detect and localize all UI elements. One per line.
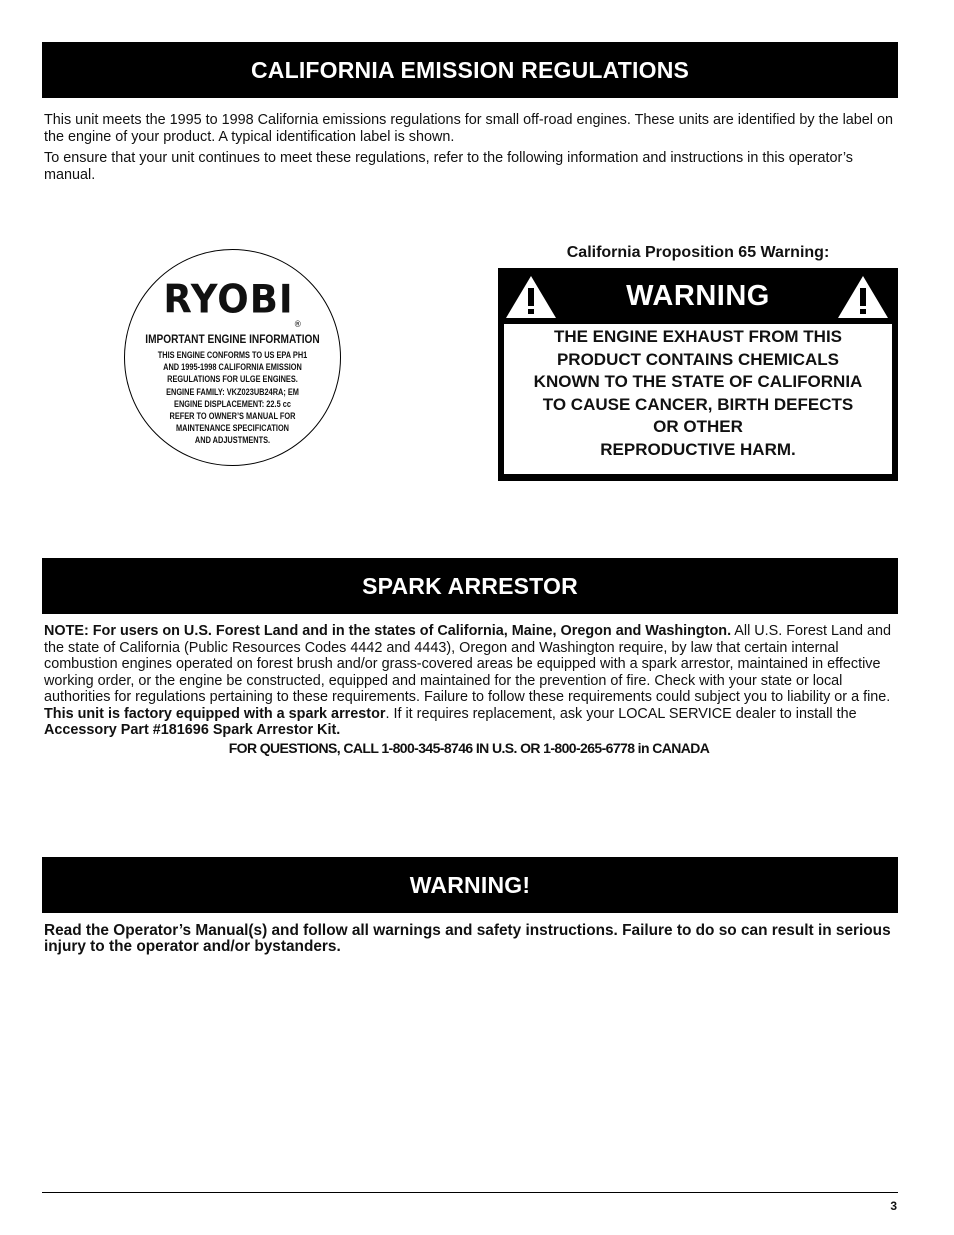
spark-arrestor-note: NOTE: For users on U.S. Forest Land and in the states of California, Maine, Oregon and Washington. All U.S. Forest Land and the state of California (Public Resources Codes 4442 and 4443), Oregon and Washington require, by law that certain internal combustion engines operated on forest brush and/or grass-covered areas be equipped with a spark arrestor, maintained in effective working order, or the engine be constructed, equipped and maintained for the prevention of fire. Check with your state or local authorities for regulations pertaining to these requirements. Failure to follow these requirements could subject you to liability or a fine. This unit is factory equipped with a spark arrestor. If it requires replacement, ask your LOCAL SERVICE dealer to install the Accessory Part #181696 Spark Arrestor Kit.: [44, 623, 892, 738]
page-number: 3: [890, 1199, 897, 1213]
section-title: SPARK ARRESTOR: [362, 572, 578, 599]
emission-paragraph-2: To ensure that your unit continues to meet these regulations, refer to the following information and instructions in this operator’s manual.: [44, 150, 853, 183]
warning-text: Read the Operator’s Manual(s) and follow all warnings and safety instructions. Failure to do so can result in serious injury to the operator and/or bystanders.: [44, 922, 891, 955]
warning-body: [504, 324, 892, 474]
ryobi-logo: RYOBI®: [163, 276, 302, 330]
section-header-emission: [42, 42, 898, 98]
label-line: AND 1995-1998 CALIFORNIA EMISSION: [163, 362, 302, 373]
label-heading: IMPORTANT ENGINE INFORMATION: [145, 334, 320, 346]
label-line: AND ADJUSTMENTS.: [194, 435, 271, 446]
prop65-title: California Proposition 65 Warning:: [566, 244, 830, 261]
warning-triangle-icon: [836, 274, 890, 320]
warning-line: REPRODUCTIVE HARM.: [600, 439, 796, 459]
questions-phone-line: FOR QUESTIONS, CALL 1-800-345-8746 IN U.S. OR 1-800-265-6778 in CANADA: [228, 740, 710, 756]
label-lines: [151, 349, 314, 447]
label-line: REGULATIONS FOR ULGE ENGINES.: [167, 374, 298, 385]
warning-line: PRODUCT CONTAINS CHEMICALS: [556, 349, 840, 369]
warning-word: WARNING: [626, 279, 770, 312]
warning-header: [498, 268, 898, 324]
label-line: MAINTENANCE SPECIFICATION: [175, 423, 290, 434]
label-line: REFER TO OWNER’S MANUAL FOR: [169, 411, 296, 422]
warning-line: THE ENGINE EXHAUST FROM THIS: [553, 327, 843, 346]
label-line: ENGINE DISPLACEMENT: 22.5 cc: [174, 398, 291, 409]
section-header-warning: [42, 857, 898, 913]
section-title: CALIFORNIA EMISSION REGULATIONS: [250, 56, 690, 83]
section-header-spark-arrestor: [42, 558, 898, 614]
warning-line: TO CAUSE CANCER, BIRTH DEFECTS: [542, 394, 854, 414]
engine-identification-label: [124, 249, 341, 466]
footer-rule: [42, 1192, 898, 1193]
warning-triangle-icon: [504, 274, 558, 320]
emission-paragraph-1: This unit meets the 1995 to 1998 California emissions regulations for small off-road engines. These units are identified by the label on the engine of your product. A typical identification label is shown.: [44, 112, 894, 145]
label-line: THIS ENGINE CONFORMS TO US EPA PH1: [157, 350, 308, 360]
warning-line: OR OTHER: [653, 417, 743, 436]
label-line: ENGINE FAMILY: VKZ023UB24RA; EM: [166, 386, 299, 397]
section-title: WARNING!: [409, 871, 531, 898]
prop65-warning-box: [498, 268, 898, 481]
warning-line: KNOWN TO THE STATE OF CALIFORNIA: [533, 372, 863, 391]
